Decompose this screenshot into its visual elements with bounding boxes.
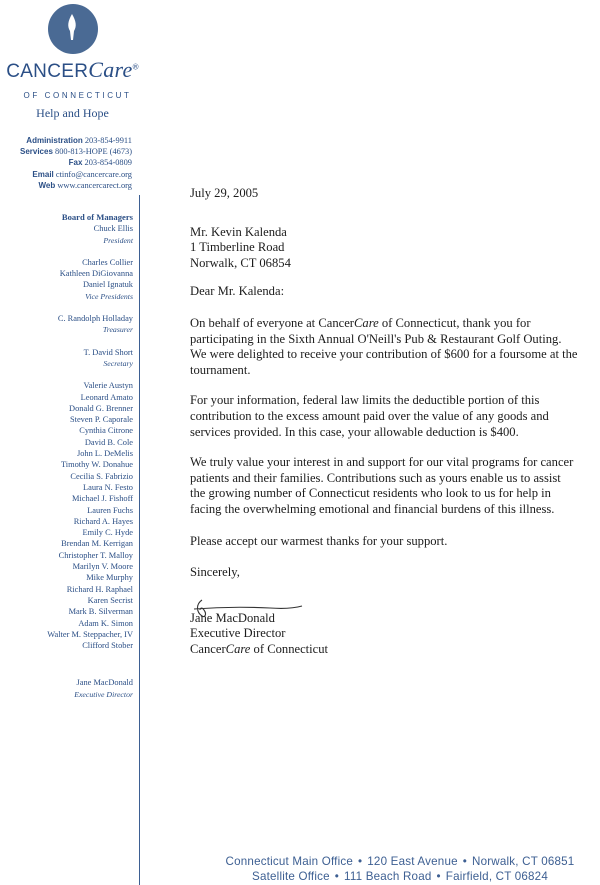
signer-title: Executive Director	[190, 626, 286, 641]
paragraph-line: On behalf of everyone at CancerCare of Connecticut, thank you for	[190, 315, 531, 330]
board-member: Marilyn V. Moore	[72, 562, 133, 572]
brand-subtitle: OF CONNECTICUT	[23, 91, 132, 100]
contact-services: Services 800-813-HOPE (4673)	[19, 147, 132, 157]
paragraph-line: We were delighted to receive your contribution of $600 for a foursome at the	[190, 347, 578, 362]
board-member: Jane MacDonald	[76, 678, 133, 688]
footer-satellite-office: Satellite Office • 111 Beach Road • Fairfield, CT 06824	[252, 870, 548, 883]
paragraph-line: We truly value your interest in and support for our vital programs for cancer	[190, 455, 574, 470]
board-member: Mike Murphy	[86, 573, 133, 583]
board-member: Richard A. Hayes	[73, 516, 133, 526]
signer-org: CancerCare of Connecticut	[190, 641, 329, 656]
board-member: Kathleen DiGiovanna	[59, 269, 133, 279]
salutation: Dear Mr. Kalenda:	[190, 284, 285, 299]
board-member: Walter M. Steppacher, IV	[47, 629, 133, 639]
board-member: John L. DeMelis	[76, 449, 133, 459]
board-member: Timothy W. Donahue	[60, 460, 133, 470]
board-member: Richard H. Raphael	[66, 584, 133, 594]
paragraph-line: participating in the Sixth Annual O'Neill's Pub & Restaurant Golf Outing.	[190, 331, 562, 346]
board-role: President	[103, 235, 133, 245]
contact-block	[20, 135, 132, 191]
board-member: Cynthia Citrone	[79, 426, 133, 436]
board-member: Cecilia S. Fabrizio	[70, 471, 133, 481]
board-member: Lauren Fuchs	[87, 505, 133, 515]
board-member: Daniel Ignatuk	[82, 280, 133, 290]
board-member: Leonard Amato	[80, 392, 133, 402]
address-line: Norwalk, CT 06854	[190, 255, 291, 270]
board-member: Chuck Ellis	[93, 224, 133, 234]
board-members-list	[47, 380, 133, 651]
paragraph-line: tournament.	[190, 362, 251, 377]
board-member: Valerie Austyn	[83, 381, 133, 391]
board-role: Executive Director	[74, 689, 133, 699]
brand-logo-text: CANCERCare®	[6, 57, 139, 82]
signer-name: Jane MacDonald	[190, 610, 275, 625]
board-member: Brendan M. Kerrigan	[61, 539, 133, 549]
board-member: Adam K. Simon	[78, 618, 133, 628]
board-member: Clifford Stober	[82, 641, 133, 651]
contact-email: Email ctinfo@cancercare.org	[32, 169, 132, 179]
board-heading: Board of Managers	[61, 212, 133, 222]
paragraph-line: facing the overwhelming emotional and financial burdens of this illness.	[190, 501, 555, 516]
board-member: T. David Short	[83, 347, 133, 357]
board-member: Charles Collier	[82, 257, 133, 267]
paragraph-line: Please accept our warmest thanks for your support.	[190, 533, 448, 548]
contact-web: Web www.cancercarect.org	[38, 180, 132, 190]
letter-date: July 29, 2005	[190, 186, 259, 200]
sidebar-divider	[139, 195, 140, 885]
board-member: Karen Secrist	[87, 595, 133, 605]
flame-icon	[66, 14, 78, 40]
paragraph-line: patients and their families. Contributions such as yours enable us to assist	[190, 470, 561, 485]
board-member: C. Randolph Holladay	[57, 314, 133, 324]
letter-body	[190, 186, 600, 657]
paragraph-line: the growing number of Connecticut residents who look to us for help in	[190, 486, 551, 501]
board-role: Vice Presidents	[85, 291, 133, 301]
board-member: David B. Cole	[84, 437, 133, 447]
board-role: Treasurer	[102, 325, 133, 335]
paragraph-line: contribution to the excess amount paid over the value of any goods and	[190, 408, 549, 423]
paragraph-line: services provided. In this case, your allowable deduction is $400.	[190, 424, 519, 439]
board-member: Michael J. Fishoff	[71, 494, 133, 504]
board-member: Steven P. Caporale	[69, 415, 133, 425]
board-member: Laura N. Festo	[82, 482, 133, 492]
paragraph-line: For your information, federal law limits the deductible portion of this	[190, 393, 540, 408]
contact-fax: Fax 203-854-0809	[68, 158, 132, 168]
address-line: 1 Timberline Road	[190, 240, 285, 255]
address-line: Mr. Kevin Kalenda	[190, 224, 287, 239]
contact-admin: Administration 203-854-9911	[26, 136, 132, 145]
tagline: Help and Hope	[36, 106, 109, 120]
board-role: Secretary	[103, 358, 133, 368]
handwritten-signature	[190, 596, 310, 622]
board-member: Christopher T. Malloy	[58, 550, 133, 560]
board-of-managers	[47, 212, 133, 700]
closing: Sincerely,	[190, 565, 240, 580]
board-member: Donald G. Brenner	[69, 403, 133, 413]
board-member: Emily C. Hyde	[82, 528, 133, 538]
footer-main-office: Connecticut Main Office • 120 East Avenue • Norwalk, CT 06851	[225, 855, 575, 868]
board-member: Mark B. Silverman	[68, 607, 133, 617]
footer-addresses	[190, 854, 600, 884]
